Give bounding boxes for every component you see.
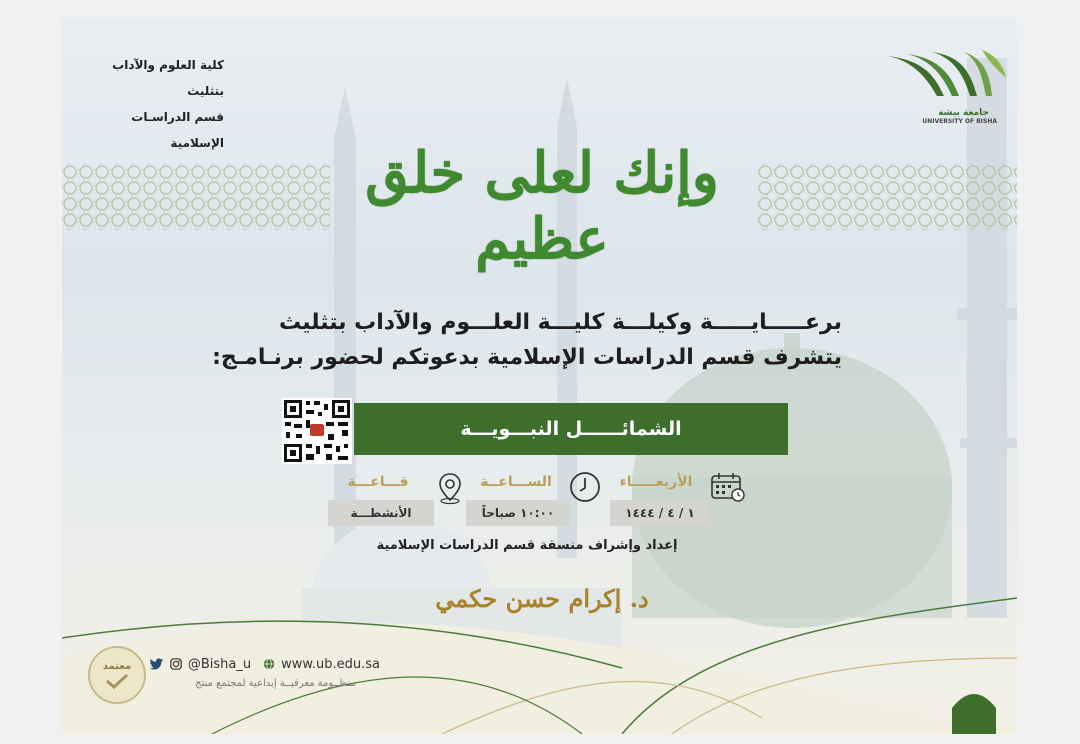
university-name-en: UNIVERSITY OF BISHA	[922, 118, 997, 125]
invitation-poster	[62, 18, 1017, 734]
day-label: الأربعـــــاء	[619, 474, 693, 490]
instagram-icon[interactable]	[170, 657, 182, 671]
footer-tagline: منظــومة معرفيــة إبداعية لمجتمع منتج	[195, 678, 356, 689]
clock-icon	[569, 471, 601, 503]
globe-icon	[263, 657, 275, 671]
qr-code-icon[interactable]	[282, 398, 352, 464]
header-block	[82, 52, 224, 156]
check-badge-icon	[104, 672, 130, 690]
time-block	[466, 470, 606, 528]
date-value: ١ / ٤ / ١٤٤٤	[610, 500, 710, 526]
footer-links	[150, 654, 380, 674]
pattern-left	[62, 164, 330, 230]
location-pin-icon	[436, 471, 464, 505]
verse-calligraphy: وإنك لعلى خلق عظيم	[365, 140, 719, 272]
location-block	[328, 470, 468, 528]
website-link[interactable]: www.ub.edu.sa	[281, 656, 380, 672]
badge-label: معتمد	[102, 660, 132, 672]
program-title-bar: الشمائــــــل النبـــويـــة	[354, 403, 788, 455]
time-label: الســـاعــة	[480, 474, 552, 490]
invitation-line-2: يتشرف قسم الدراسات الإسلامية بدعوتكم لحضور برنـامـج:	[212, 345, 842, 370]
calendar-icon	[710, 472, 746, 502]
time-value: ١٠:٠٠ صباحاً	[466, 500, 570, 526]
accreditation-badge	[88, 646, 146, 704]
prepared-by: إعداد وإشراف منسقة قسم الدراسات الإسلامية	[376, 538, 678, 553]
hall-label: قـــاعـــة	[347, 474, 409, 490]
pattern-right	[757, 164, 1017, 230]
twitter-icon[interactable]	[150, 657, 164, 671]
bisha-logo-icon	[882, 48, 1007, 104]
signer-name: د. إكرام حسن حكمي	[435, 584, 649, 613]
hall-value: الأنشطـــة	[328, 500, 434, 526]
invitation-line-1: برعـــــايـــــة وكيلـــة كليـــة العلـــوم والآداب بتثليث	[279, 310, 842, 335]
university-logo	[882, 48, 1007, 124]
social-handle[interactable]: @Bisha_u	[187, 656, 252, 672]
date-block	[610, 470, 750, 528]
department-name: قسم الدراسـات الإسلامية	[131, 110, 224, 150]
college-name: كلية العلوم والآداب بتثليث	[112, 58, 224, 98]
university-name-ar: جامعة بيشة	[938, 108, 989, 118]
